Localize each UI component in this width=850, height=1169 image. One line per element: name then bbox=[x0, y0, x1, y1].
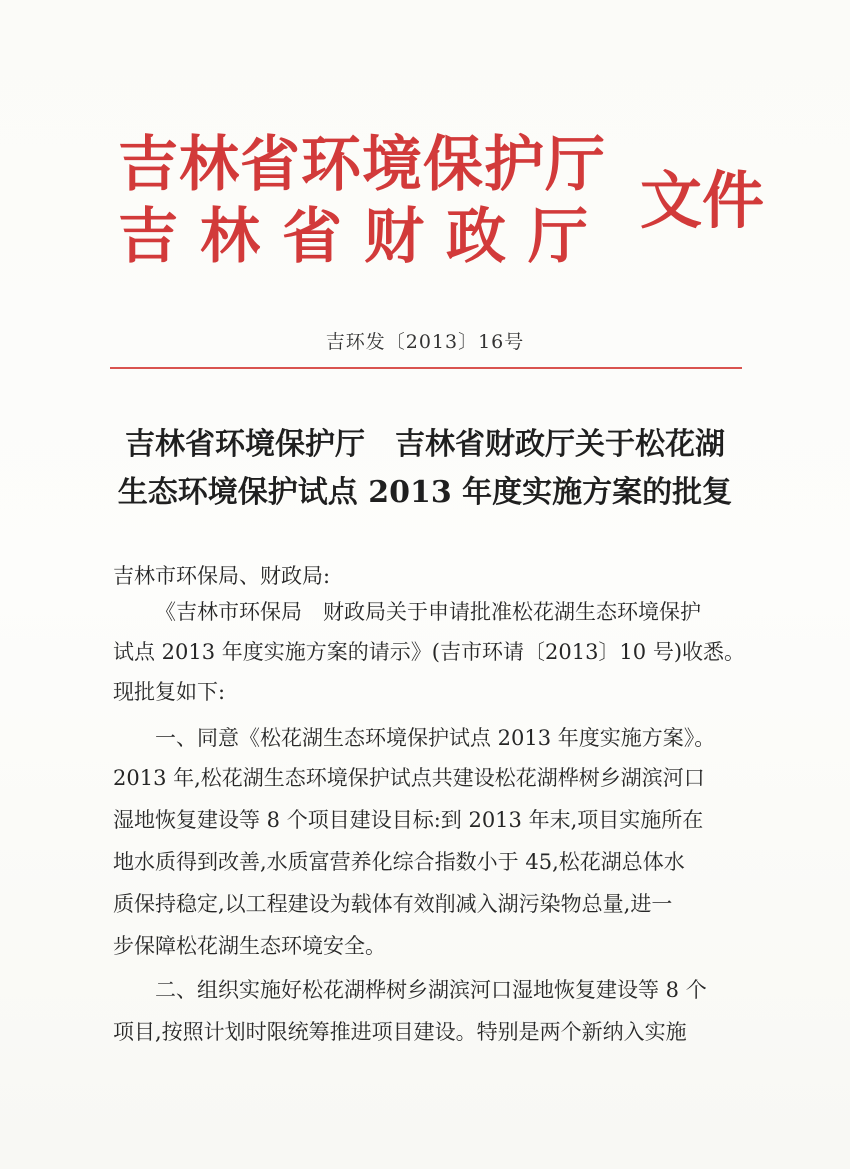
body-line-8: 质保持稳定,以工程建设为载体有效削减入湖污染物总量,进一 bbox=[113, 892, 673, 916]
letterhead-suffix: 文件 bbox=[640, 164, 765, 237]
document-title-line-2: 生态环境保护试点 2013 年度实施方案的批复 bbox=[117, 475, 733, 510]
letterhead-line-2: 吉林省财政厅 bbox=[118, 202, 610, 272]
body-line-5: 2013 年,松花湖生态环境保护试点共建设松花湖桦树乡湖滨河口 bbox=[113, 766, 705, 790]
body-line-9: 步保障松花湖生态环境安全。 bbox=[113, 934, 386, 958]
body-line-10: 二、组织实施好松花湖桦树乡湖滨河口湿地恢复建设等 8 个 bbox=[155, 978, 707, 1002]
body-line-4: 一、同意《松花湖生态环境保护试点 2013 年度实施方案》。 bbox=[155, 726, 716, 750]
document-title-line-1: 吉林省环境保护厅 吉林省财政厅关于松花湖 bbox=[125, 427, 725, 462]
document-number: 吉环发〔2013〕16号 bbox=[325, 331, 525, 353]
body-line-1: 《吉林市环保局 财政局关于申请批准松花湖生态环境保护 bbox=[155, 600, 701, 624]
body-line-6: 湿地恢复建设等 8 个项目建设目标:到 2013 年末,项目实施所在 bbox=[113, 808, 704, 832]
body-line-2: 试点 2013 年度实施方案的请示》(吉市环请〔2013〕10 号)收悉。 bbox=[113, 640, 746, 664]
body-line-11: 项目,按照计划时限统筹推进项目建设。特别是两个新纳入实施 bbox=[113, 1020, 687, 1044]
body-line-3: 现批复如下: bbox=[113, 680, 226, 704]
salutation: 吉林市环保局、财政局: bbox=[113, 564, 331, 588]
letterhead-line-1: 吉林省环境保护厅 bbox=[118, 130, 606, 200]
body-line-7: 地水质得到改善,水质富营养化综合指数小于 45,松花湖总体水 bbox=[113, 850, 685, 874]
red-divider-line bbox=[110, 367, 742, 369]
